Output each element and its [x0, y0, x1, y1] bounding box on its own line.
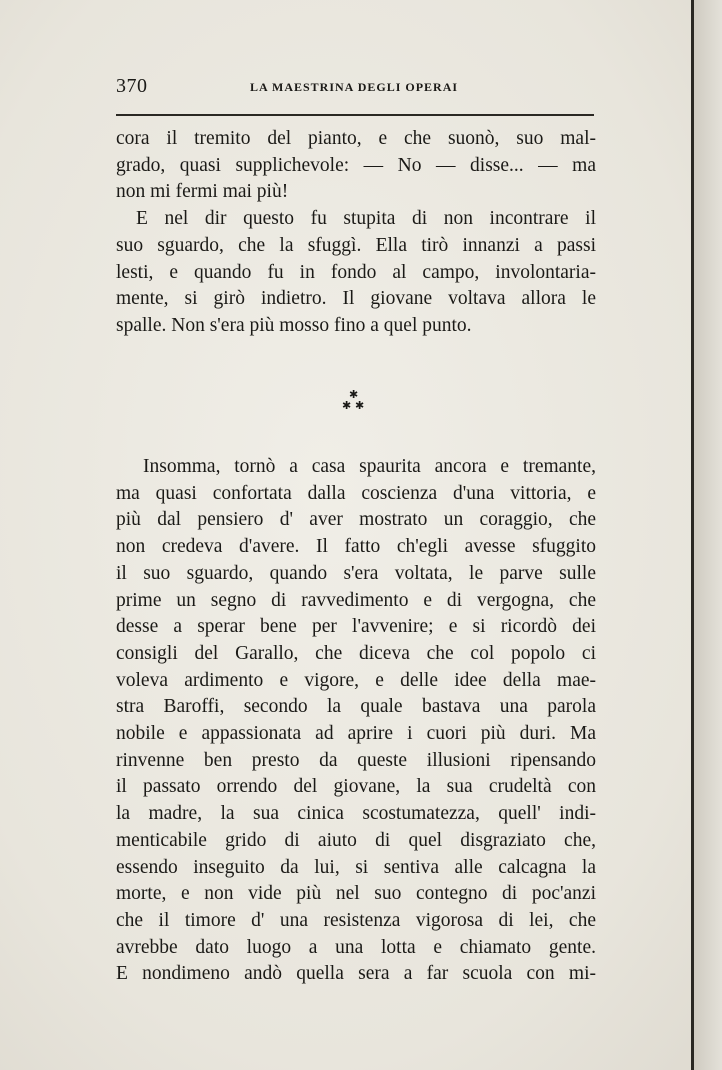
text-line: E nel dir questo fu stupita di non incontrare il [136, 208, 596, 230]
text-line: E nondimeno andò quella sera a far scuola con mi- [116, 963, 596, 985]
text-section-2 [116, 454, 596, 988]
text-line: il passato orrendo del giovane, la sua crudeltà con [116, 776, 596, 798]
page-edge-shadow [694, 0, 722, 1070]
text-line: non mi fermi mai più! [116, 181, 289, 203]
text-line: essendo inseguito da lui, si sentiva alle calcagna la [116, 856, 596, 878]
text-line: il suo sguardo, quando s'era voltata, le parve sulle [116, 562, 596, 584]
text-line: voleva ardimento e vigore, e delle idee della mae- [116, 669, 596, 691]
text-line: più dal pensiero d' aver mostrato un coraggio, che [116, 509, 596, 531]
text-line: consigli del Garallo, che diceva che col popolo ci [116, 642, 596, 664]
text-line: spalle. Non s'era più mosso fino a quel punto. [116, 314, 472, 336]
text-line: avrebbe dato luogo a una lotta e chiamato gente. [116, 936, 596, 958]
text-line: morte, e non vide più nel suo contegno di poc'anzi [116, 883, 596, 905]
page-header [116, 72, 594, 102]
text-line: che il timore d' una resistenza vigorosa di lei, che [116, 909, 596, 931]
asterism-star-left: ✱ [342, 400, 352, 412]
text-line: ma quasi confortata dalla coscienza d'una vittoria, e [116, 482, 596, 504]
text-line: mente, si girò indietro. Il giovane voltava allora le [116, 288, 596, 310]
text-line: stra Baroffi, secondo la quale bastava una parola [116, 696, 596, 718]
text-line: rinvenne ben presto da queste illusioni ripensando [116, 749, 596, 771]
text-line: lesti, e quando fu in fondo al campo, involontaria- [116, 261, 596, 283]
page-number: 370 [116, 75, 148, 97]
section-break-ornament [338, 388, 368, 414]
asterism-star-top: ✱ [349, 389, 359, 401]
page-edge [691, 0, 694, 1070]
text-line: non credeva d'avere. Il fatto ch'egli avesse sfuggito [116, 536, 596, 558]
text-section-1 [116, 126, 596, 340]
text-line: menticabile grido di aiuto di quel disgraziato che, [116, 829, 596, 851]
text-line: suo sguardo, che la sfuggì. Ella tirò innanzi a passi [116, 234, 596, 256]
text-line: grado, quasi supplichevole: — No — disse... — ma [116, 154, 596, 176]
header-rule [116, 114, 594, 116]
text-line: la madre, la sua cinica scostumatezza, quell' indi- [116, 803, 596, 825]
text-line: nobile e appassionata ad aprire i cuori più duri. Ma [116, 723, 596, 745]
asterism-star-right: ✱ [355, 400, 365, 412]
text-line: prime un segno di ravvedimento e di vergogna, che [116, 589, 596, 611]
text-line: Insomma, tornò a casa spaurita ancora e tremante, [143, 456, 596, 477]
running-title: LA MAESTRINA DEGLI OPERAI [250, 80, 459, 94]
text-line: cora il tremito del pianto, e che suonò, suo mal- [116, 128, 596, 149]
text-line: desse a sperar bene per l'avvenire; e si ricordò dei [116, 616, 596, 638]
